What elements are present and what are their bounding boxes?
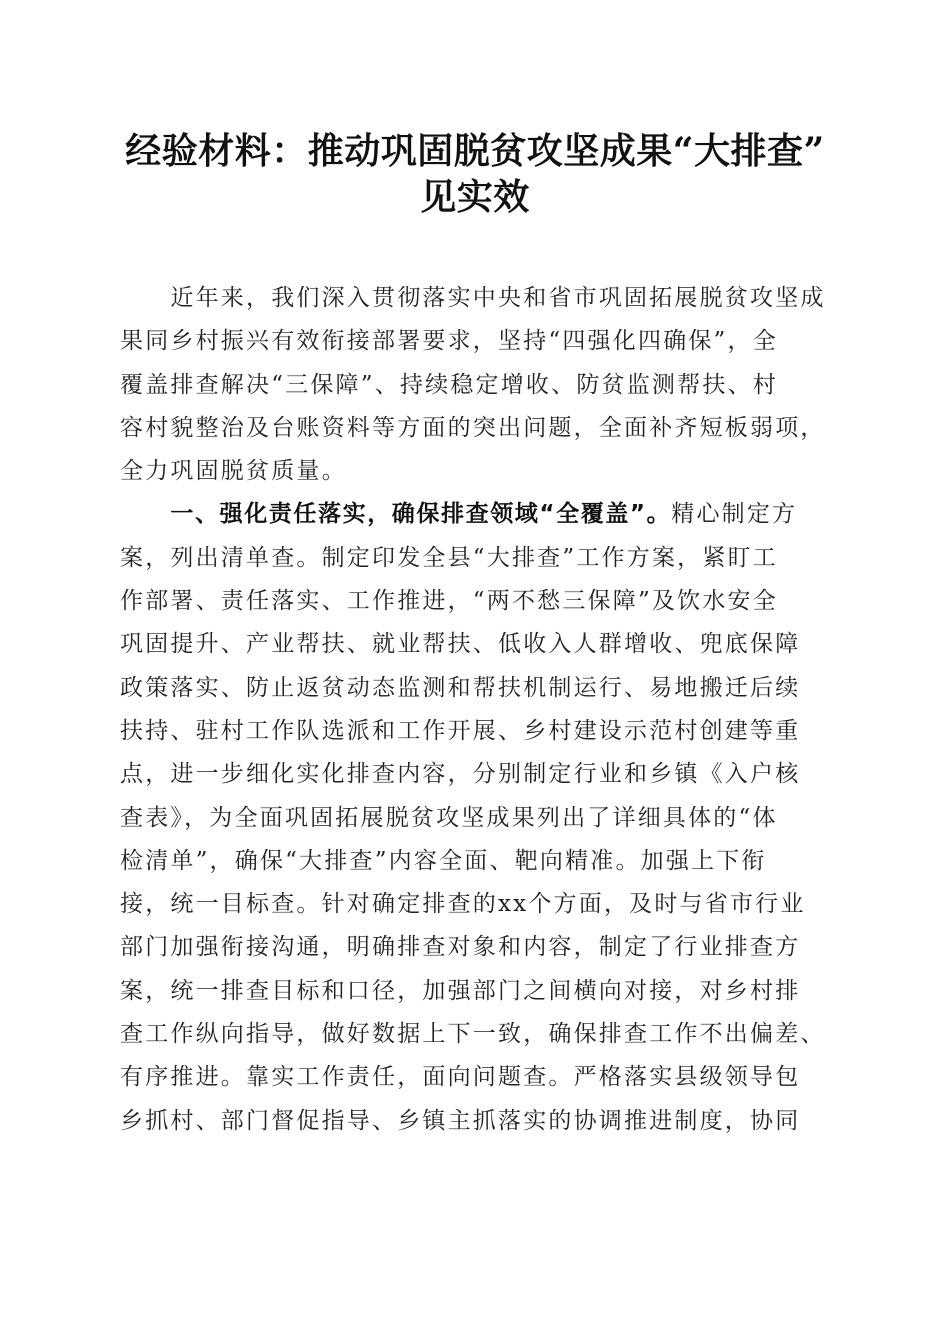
text-line: 查表》，为全面巩固拓展脱贫攻坚成果列出了详细具体的“体 — [120, 804, 778, 831]
text-line: 巩固提升、产业帮扶、就业帮扶、低收入人群增收、兜底保障 — [120, 631, 801, 658]
text-line: 覆盖排查解决“三保障”、持续稳定增收、防贫监测帮扶、村 — [120, 371, 778, 398]
text-line: 乡抓村、部门督促指导、乡镇主抓落实的协调推进制度，协同 — [120, 1107, 801, 1134]
text-line: 容村貌整治及台账资料等方面的突出问题，全面补齐短板弱项， — [120, 414, 826, 441]
text-line: 检清单”，确保“大排查”内容全面、靶向精准。加强上下衔 — [120, 847, 767, 874]
text-line: 全力巩固脱贫质量。 — [120, 458, 347, 485]
section-1-first-line — [120, 493, 826, 536]
text-line: 部门加强衔接沟通，明确排查对象和内容，制定了行业排查方 — [120, 934, 801, 961]
text-line: 近年来，我们深入贯彻落实中央和省市巩固拓展脱贫攻坚成 — [120, 285, 826, 311]
text-line: 接，统一目标查。针对确定排查的xx个方面，及时与省市行业 — [120, 891, 806, 918]
text-line: 扶持、驻村工作队选派和工作开展、乡村建设示范村创建等重 — [120, 717, 801, 744]
text-line: 案，统一排查目标和口径，加强部门之间横向对接，对乡村排 — [120, 977, 801, 1004]
title-line: 经验材料：推动巩固脱贫攻坚成果“大排查” — [125, 130, 825, 172]
document-title — [100, 128, 850, 220]
section-1-paragraph — [120, 493, 826, 1142]
text-line: 果同乡村振兴有效衔接部署要求，坚持“四强化四确保”，全 — [120, 328, 778, 355]
title-line: 见实效 — [420, 176, 530, 218]
section-1-first-line-text: 精心制定方 — [671, 501, 798, 528]
text-line: 有序推进。靠实工作责任，面向问题查。严格落实县级领导包 — [120, 1064, 801, 1091]
text-line: 政策落实、防止返贫动态监测和帮扶机制运行、易地搬迁后续 — [120, 674, 801, 701]
text-line: 点，进一步细化实化排查内容，分别制定行业和乡镇《入户核 — [120, 761, 801, 788]
text-line: 作部署、责任落实、工作推进，“两不愁三保障”及饮水安全 — [120, 588, 778, 615]
text-line: 查工作纵向指导，做好数据上下一致，确保排查工作不出偏差、 — [120, 1021, 826, 1048]
document-body — [120, 277, 826, 1143]
text-line: 案，列出清单查。制定印发全县“大排查”工作方案，紧盯工 — [120, 544, 778, 571]
intro-paragraph — [120, 277, 826, 493]
section-1-heading: 一、强化责任落实，确保排查领域“全覆盖”。 — [170, 501, 672, 528]
